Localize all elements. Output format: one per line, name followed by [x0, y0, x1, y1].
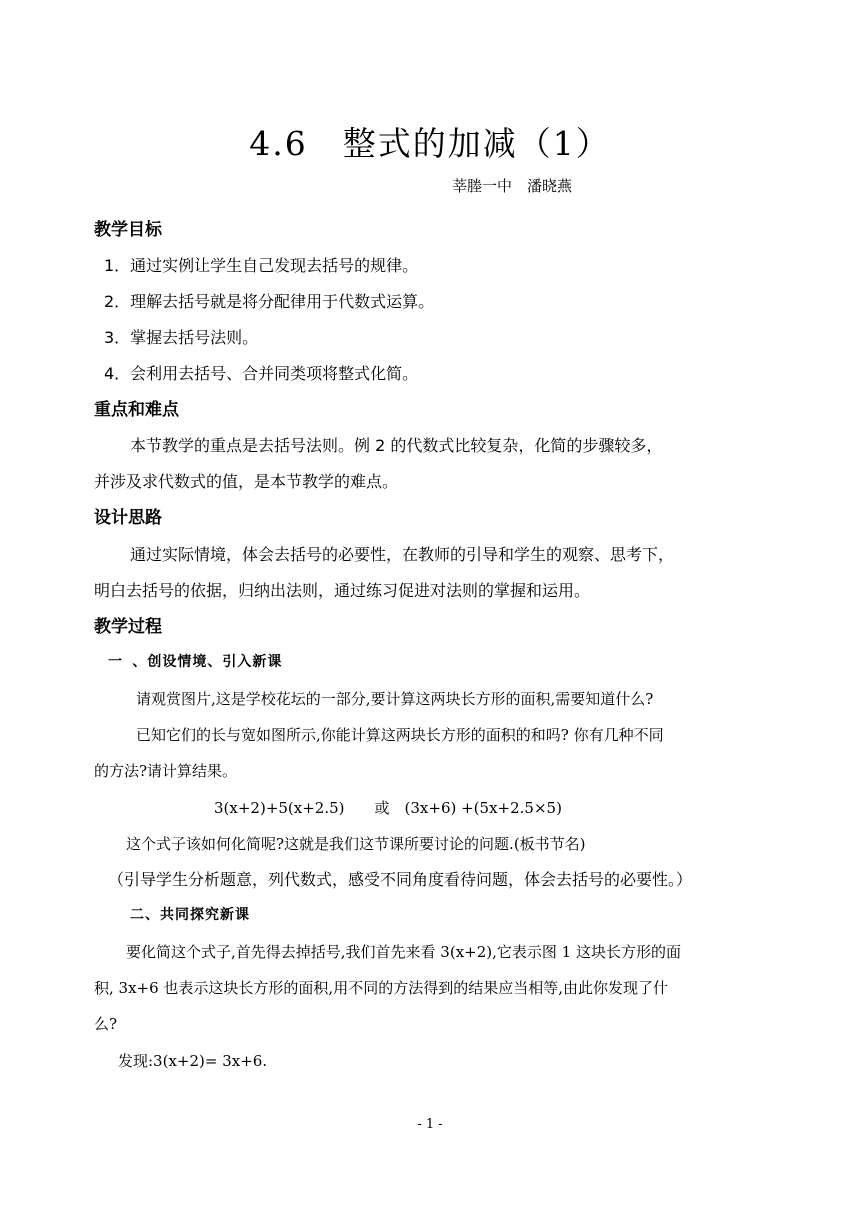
objectives-heading: 教学目标: [94, 220, 162, 240]
section-1-paragraph-1: 请观赏图片,这是学校花坛的一部分,要计算这两块长方形的面积,需要知道什么?: [136, 690, 654, 708]
key-points-heading: 重点和难点: [94, 400, 179, 420]
design-line-2: 明白去括号的依据，归纳出法则，通过练习促进对法则的掌握和运用。: [94, 581, 591, 600]
page-title: 4.6 整式的加减（1）: [249, 124, 611, 163]
section-2-paragraph-1-line-3: 么?: [94, 1015, 118, 1033]
key-points-line-1: 本节教学的重点是去括号法则。例 2 的代数式比较复杂，化简的步骤较多，: [130, 436, 663, 455]
section-2-heading: 二、共同探究新课: [130, 907, 250, 923]
objective-item-2: 2．理解去括号就是将分配律用于代数式运算。: [104, 292, 435, 311]
page-number: - 1 -: [417, 1117, 443, 1132]
section-1-paragraph-2-line-1: 已知它们的长与宽如图所示,你能计算这两块长方形的面积的和吗? 你有几种不同: [136, 726, 664, 744]
objective-item-1: 1．通过实例让学生自己发现去括号的规律。: [104, 256, 419, 275]
author-line: 莘塍一中 潘晓燕: [452, 177, 573, 195]
section-1-paragraph-4: （引导学生分析题意，列代数式，感受不同角度看待问题，体会去括号的必要性。）: [108, 870, 693, 889]
finding-line: 发现:3(x+2)= 3x+6.: [118, 1052, 268, 1070]
section-1-paragraph-3: 这个式子该如何化简呢?这就是我们这节课所要讨论的问题.(板书节名): [126, 835, 586, 853]
process-heading: 教学过程: [94, 617, 162, 637]
objective-item-3: 3．掌握去括号法则。: [104, 328, 259, 347]
section-1-heading: 一 、创设情境、引入新课: [108, 654, 283, 670]
design-heading: 设计思路: [94, 508, 162, 528]
key-points-line-2: 并涉及求代数式的值，是本节教学的难点。: [94, 472, 399, 491]
objective-item-4: 4．会利用去括号、合并同类项将整式化简。: [104, 364, 419, 383]
section-1-paragraph-2-line-2: 的方法?请计算结果。: [94, 762, 238, 780]
design-line-1: 通过实际情境，体会去括号的必要性，在教师的引导和学生的观察、思考下，: [130, 545, 675, 564]
formula-line: 3(x+2)+5(x+2.5) 或 (3x+6) +(5x+2.5×5): [214, 799, 562, 817]
section-2-paragraph-1-line-1: 要化简这个式子,首先得去掉括号,我们首先来看 3(x+2),它表示图 1 这块长方形的面: [126, 943, 681, 961]
section-2-paragraph-1-line-2: 积, 3x+6 也表示这块长方形的面积,用不同的方法得到的结果应当相等,由此你发现了什: [94, 979, 668, 997]
